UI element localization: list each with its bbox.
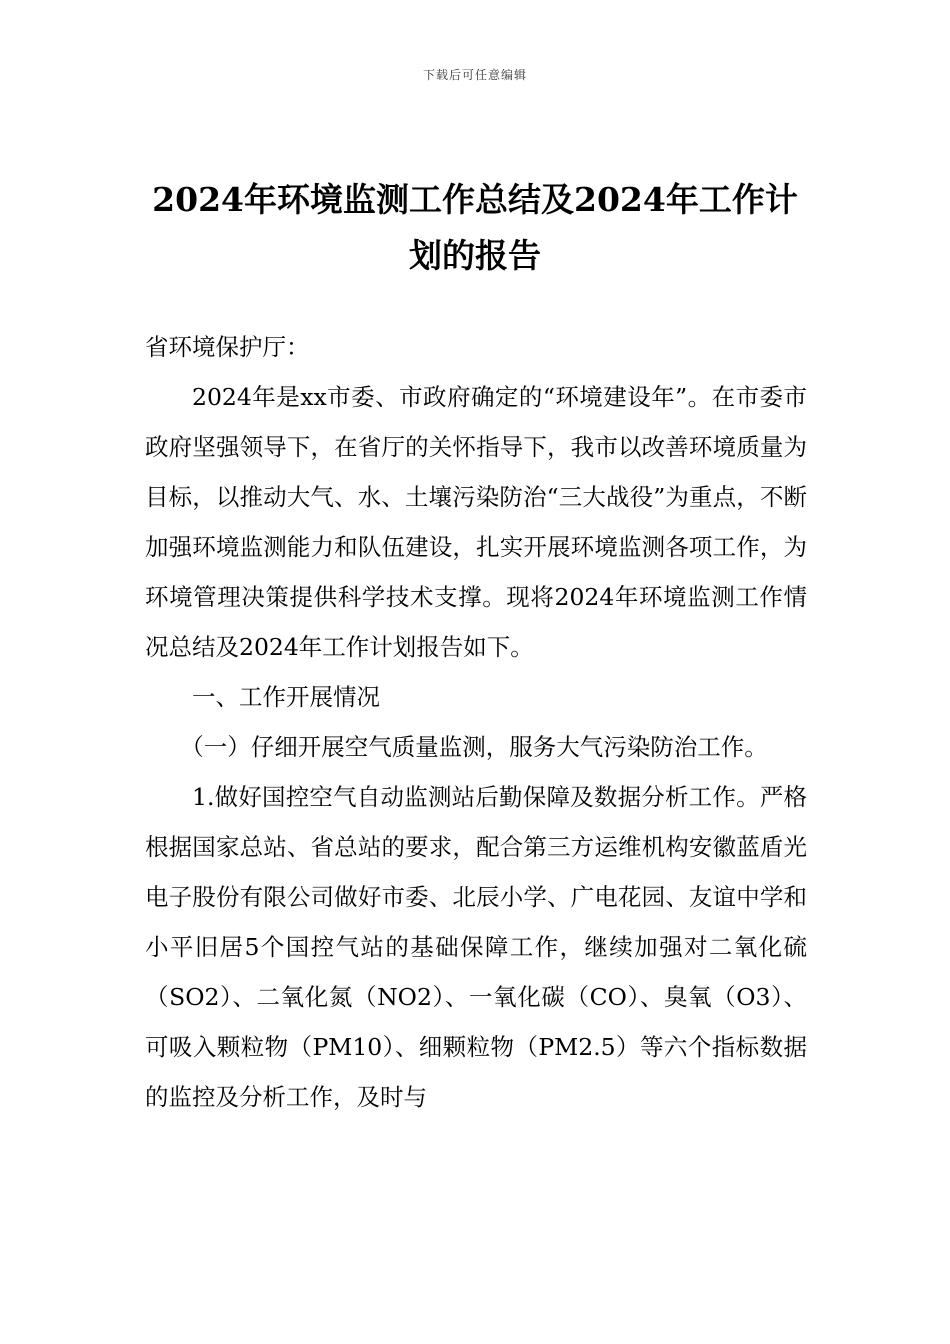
salutation: 省环境保护厅： [145, 333, 310, 361]
document-title: 2024年环境监测工作总结及2024年工作计划的报告 [152, 180, 798, 275]
subsection-heading: （一）仔细开展空气质量监测，服务大气污染防治工作。 [180, 733, 768, 761]
section-heading: 一、工作开展情况 [192, 683, 380, 711]
header-note: 下载后可任意编辑 [422, 68, 527, 82]
item-paragraph: 1.做好国控空气自动监测站后勤保障及数据分析工作。严格根据国家总站、省总站的要求，配合第三方运维机构安徽蓝盾光电子股份有限公司做好市委、北辰小学、广电花园、友谊中学和小平旧居5个国控气站的基础保障工作，继续加强对二氧化硫（SO2）、二氧化氮（NO2）、一氧化碳（CO）、臭氧（O3）、可吸入颗粒物（PM10）、细颗粒物（PM2.5）等六个指标数据的监控及分析工作，及时与 [145, 783, 807, 1111]
intro-paragraph: 2024年是xx市委、市政府确定的“环境建设年”。在市委市政府坚强领导下，在省厅的关怀指导下，我市以改善环境质量为目标，以推动大气、水、土壤污染防治“三大战役”为重点，不断加强环境监测能力和队伍建设，扎实开展环境监测各项工作，为环境管理决策提供科学技术支撑。现将2024年环境监测工作情况总结及2024年工作计划报告如下。 [145, 383, 807, 661]
document-body [145, 322, 807, 1122]
